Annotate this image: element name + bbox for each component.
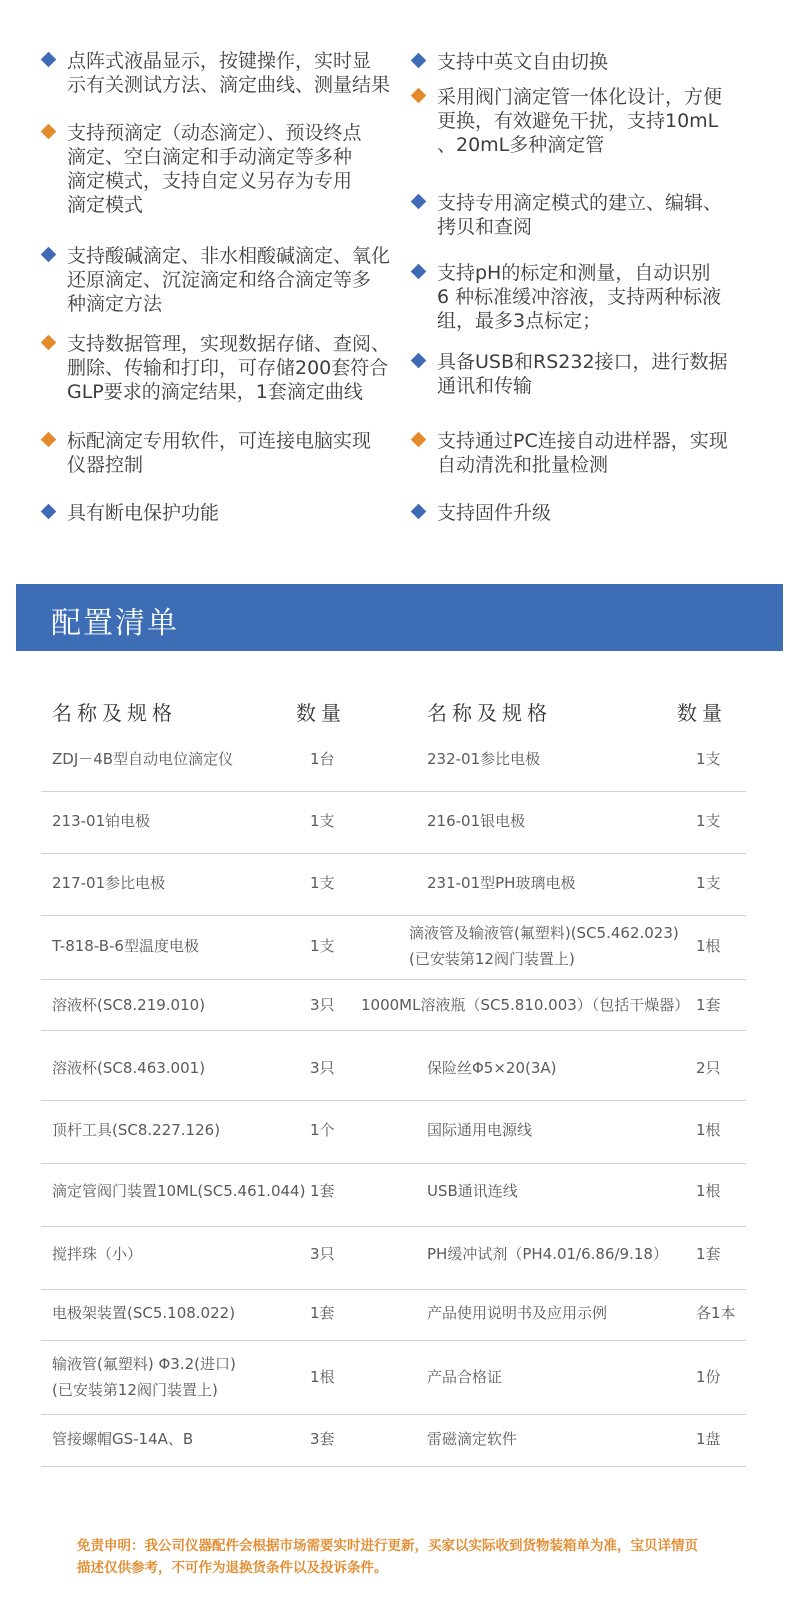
row-name-cell-2: 232-01参比电极 [427, 750, 541, 768]
row-qty-cell: 3只 [310, 1245, 335, 1263]
row-divider [41, 1466, 746, 1467]
row-name-cell-2: 231-01型PH玻璃电极 [427, 874, 576, 892]
row-name-cell: 输液管(氟塑料) Φ3.2(进口) (已安装第12阀门装置上) [52, 1355, 236, 1399]
diamond-bullet-icon [41, 124, 57, 140]
row-qty-cell: 1套 [310, 1303, 335, 1322]
row-qty-cell-2: 1盘 [696, 1430, 721, 1448]
row-qty-cell-2: 1根 [696, 1182, 721, 1200]
row-qty-cell: 1支 [310, 812, 335, 830]
row-qty-cell: 3套 [310, 1430, 335, 1448]
feature-text: 支持固件升级 [437, 502, 552, 524]
row-name-cell: 电极架装置(SC5.108.022) [52, 1303, 236, 1322]
row-name-cell-2: 产品使用说明书及应用示例 [427, 1303, 608, 1322]
feature-item [67, 244, 390, 316]
row-name-cell-2: 1000ML溶液瓶（SC5.810.003）（包括干燥器） [361, 996, 690, 1014]
diamond-bullet-icon [41, 247, 57, 263]
row-divider [41, 853, 746, 854]
diamond-bullet-icon [411, 53, 427, 69]
row-divider [41, 1030, 746, 1031]
row-qty-cell-2: 1套 [696, 1245, 721, 1263]
row-divider [41, 791, 746, 792]
row-qty-cell-2: 1支 [696, 812, 721, 830]
feature-text: 具有断电保护功能 [67, 502, 220, 524]
diamond-bullet-icon [411, 432, 427, 448]
feature-text: 具备USB和RS232接口，进行数据 通讯和传输 [437, 351, 728, 397]
row-qty-cell-2: 1支 [696, 874, 721, 892]
feature-text: 采用阀门滴定管一体化设计，方便 更换，有效避免干扰，支持10mL 、20mL多种滴定管 [437, 86, 723, 156]
row-name-cell-2: PH缓冲试剂（PH4.01/6.86/9.18） [427, 1245, 668, 1263]
row-name-cell: 217-01参比电极 [52, 874, 166, 892]
feature-text: 支持数据管理，实现数据存储、查阅、 删除、传输和打印，可存储200套符合 GLP要求的滴定结果，1套滴定曲线 [67, 333, 391, 403]
header-name-2: 名称及规格 [427, 701, 552, 725]
feature-text: 支持pH的标定和测量，自动识别 6 种标准缓冲溶液，支持两种标液 组，最多3点标定； [437, 262, 722, 332]
feature-item [437, 501, 551, 525]
feature-item [437, 429, 728, 477]
row-qty-cell: 1根 [310, 1368, 335, 1386]
row-qty-cell-2: 2只 [696, 1058, 721, 1077]
feature-item [67, 121, 362, 217]
header-qty: 数量 [296, 701, 346, 725]
row-name-cell-2: 保险丝Φ5×20(3A) [427, 1058, 557, 1077]
row-divider [41, 915, 746, 916]
feature-item [67, 49, 390, 97]
row-name-cell: 溶液杯(SC8.219.010) [52, 996, 206, 1014]
config-list-banner [16, 584, 783, 651]
feature-text: 点阵式液晶显示，按键操作，实时显 示有关测试方法、滴定曲线、测量结果 [67, 50, 391, 96]
row-name-cell: 滴定管阀门装置10ML(SC5.461.044) [52, 1182, 306, 1200]
row-divider [41, 1100, 746, 1101]
feature-item [67, 332, 390, 404]
row-divider [41, 979, 746, 980]
feature-item [437, 85, 722, 157]
row-name-cell-2: 雷磁滴定软件 [427, 1430, 518, 1448]
row-qty-cell: 3只 [310, 1058, 335, 1077]
row-qty-cell: 1套 [310, 1182, 335, 1200]
row-name-cell: 213-01铂电极 [52, 812, 151, 830]
row-name-cell: T-818-B-6型温度电极 [52, 937, 199, 955]
row-qty-cell: 1支 [310, 874, 335, 892]
header-name: 名称及规格 [52, 701, 177, 725]
feature-item [437, 350, 728, 398]
disclaimer: 免责申明：我公司仪器配件会根据市场需要实时进行更新，买家以实际收到货物装箱单为准，宝贝详情页 描述仅供参考，不可作为退换货条件以及投诉条件。 [77, 1538, 698, 1576]
row-qty-cell-2: 1份 [696, 1368, 721, 1386]
feature-item [437, 50, 608, 74]
diamond-bullet-icon [411, 504, 427, 520]
row-name-cell-2: 国际通用电源线 [427, 1121, 533, 1139]
row-divider [41, 1340, 746, 1341]
banner-title: 配置清单 [51, 606, 179, 641]
row-name-cell-2: 产品合格证 [427, 1368, 503, 1386]
row-qty-cell: 1个 [310, 1121, 335, 1139]
feature-item [437, 191, 722, 239]
row-qty-cell-2: 1支 [696, 750, 721, 768]
feature-text: 支持预滴定（动态滴定）、预设终点 滴定、空白滴定和手动滴定等多种 滴定模式，支持自定义另存为专用 滴定模式 [67, 122, 362, 216]
row-qty-cell-2: 1套 [696, 996, 721, 1014]
feature-text: 支持中英文自由切换 [437, 51, 609, 73]
row-name-cell: ZDJ－4B型自动电位滴定仪 [52, 750, 234, 768]
row-divider [41, 1414, 746, 1415]
feature-item [67, 501, 219, 525]
feature-item [437, 261, 721, 333]
diamond-bullet-icon [411, 194, 427, 210]
row-name-cell: 管接螺帽GS-14A、B [52, 1430, 194, 1448]
row-qty-cell-2: 各1本 [696, 1303, 736, 1322]
feature-text: 支持通过PC连接自动进样器，实现 自动清洗和批量检测 [437, 430, 728, 476]
row-name-cell-2: USB通讯连线 [427, 1182, 518, 1200]
feature-text: 支持专用滴定模式的建立、编辑、 拷贝和查阅 [437, 192, 723, 238]
row-name-cell: 顶杆工具(SC8.227.126) [52, 1121, 221, 1139]
feature-text: 标配滴定专用软件，可连接电脑实现 仪器控制 [67, 430, 372, 476]
row-qty-cell-2: 1根 [696, 1121, 721, 1139]
row-qty-cell: 1支 [310, 937, 335, 955]
row-name-cell: 搅拌珠（小） [52, 1245, 143, 1263]
row-name-cell-2: 216-01银电极 [427, 812, 526, 830]
row-name-cell: 溶液杯(SC8.463.001) [52, 1058, 206, 1077]
diamond-bullet-icon [411, 353, 427, 369]
row-name-cell-2: 滴液管及输液管(氟塑料)(SC5.462.023) (已安装第12阀门装置上) [409, 924, 679, 968]
diamond-bullet-icon [41, 504, 57, 520]
feature-item [67, 429, 371, 477]
row-qty-cell-2: 1根 [696, 937, 721, 955]
feature-text: 支持酸碱滴定、非水相酸碱滴定、氧化 还原滴定、沉淀滴定和络合滴定等多 种滴定方法 [67, 245, 391, 315]
diamond-bullet-icon [41, 432, 57, 448]
diamond-bullet-icon [41, 52, 57, 68]
diamond-bullet-icon [411, 264, 427, 280]
diamond-bullet-icon [41, 335, 57, 351]
row-divider [41, 1226, 746, 1227]
header-qty-2: 数量 [677, 701, 727, 725]
row-qty-cell: 3只 [310, 996, 335, 1014]
row-qty-cell: 1台 [310, 750, 335, 768]
row-divider [41, 1163, 746, 1164]
diamond-bullet-icon [411, 88, 427, 104]
